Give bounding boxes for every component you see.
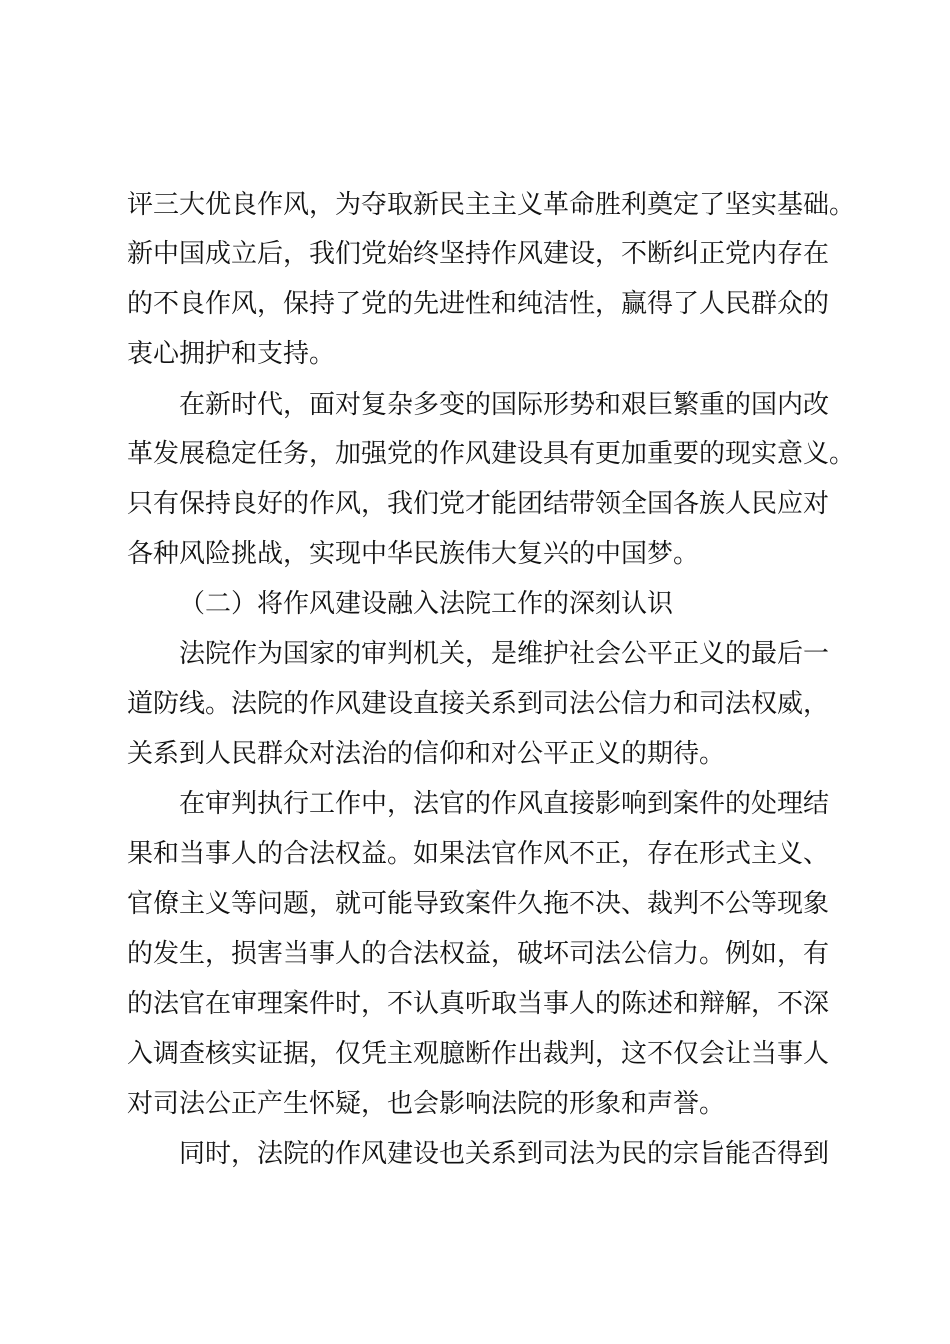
text-line: 评三大优良作风，为夺取新民主主义革命胜利奠定了坚实基础。 [127,190,856,220]
paragraph-first-line: 在新时代，面对复杂多变的国际形势和艰巨繁重的国内改 [179,390,830,420]
text-line: 关系到人民群众对法治的信仰和对公平正义的期待。 [127,739,726,769]
text-line: 道防线。法院的作风建设直接关系到司法公信力和司法权威， [127,689,830,719]
text-line: 衷心拥护和支持。 [127,339,336,369]
text-line: 对司法公正产生怀疑，也会影响法院的形象和声誉。 [127,1089,726,1119]
text-line: 新中国成立后，我们党始终坚持作风建设，不断纠正党内存在 [127,239,830,269]
section-heading: （二）将作风建设融入法院工作的深刻认识 [179,589,674,619]
text-line: 的发生，损害当事人的合法权益，破坏司法公信力。例如，有 [127,939,830,969]
text-line: 官僚主义等问题，就可能导致案件久拖不决、裁判不公等现象 [127,889,830,919]
text-line: 只有保持良好的作风，我们党才能团结带领全国各族人民应对 [127,489,830,519]
text-line: 果和当事人的合法权益。如果法官作风不正，存在形式主义、 [127,839,830,869]
text-line: 的不良作风，保持了党的先进性和纯洁性，赢得了人民群众的 [127,289,830,319]
text-line: 革发展稳定任务，加强党的作风建设具有更加重要的现实意义。 [127,439,856,469]
text-line: 入调查核实证据，仅凭主观臆断作出裁判，这不仅会让当事人 [127,1039,830,1069]
text-line: 各种风险挑战，实现中华民族伟大复兴的中国梦。 [127,539,700,569]
paragraph-first-line: 法院作为国家的审判机关，是维护社会公平正义的最后一 [179,639,830,669]
paragraph-first-line: 同时，法院的作风建设也关系到司法为民的宗旨能否得到 [179,1139,830,1169]
text-line: 的法官在审理案件时，不认真听取当事人的陈述和辩解，不深 [127,989,830,1019]
paragraph-first-line: 在审判执行工作中，法官的作风直接影响到案件的处理结 [179,789,830,819]
